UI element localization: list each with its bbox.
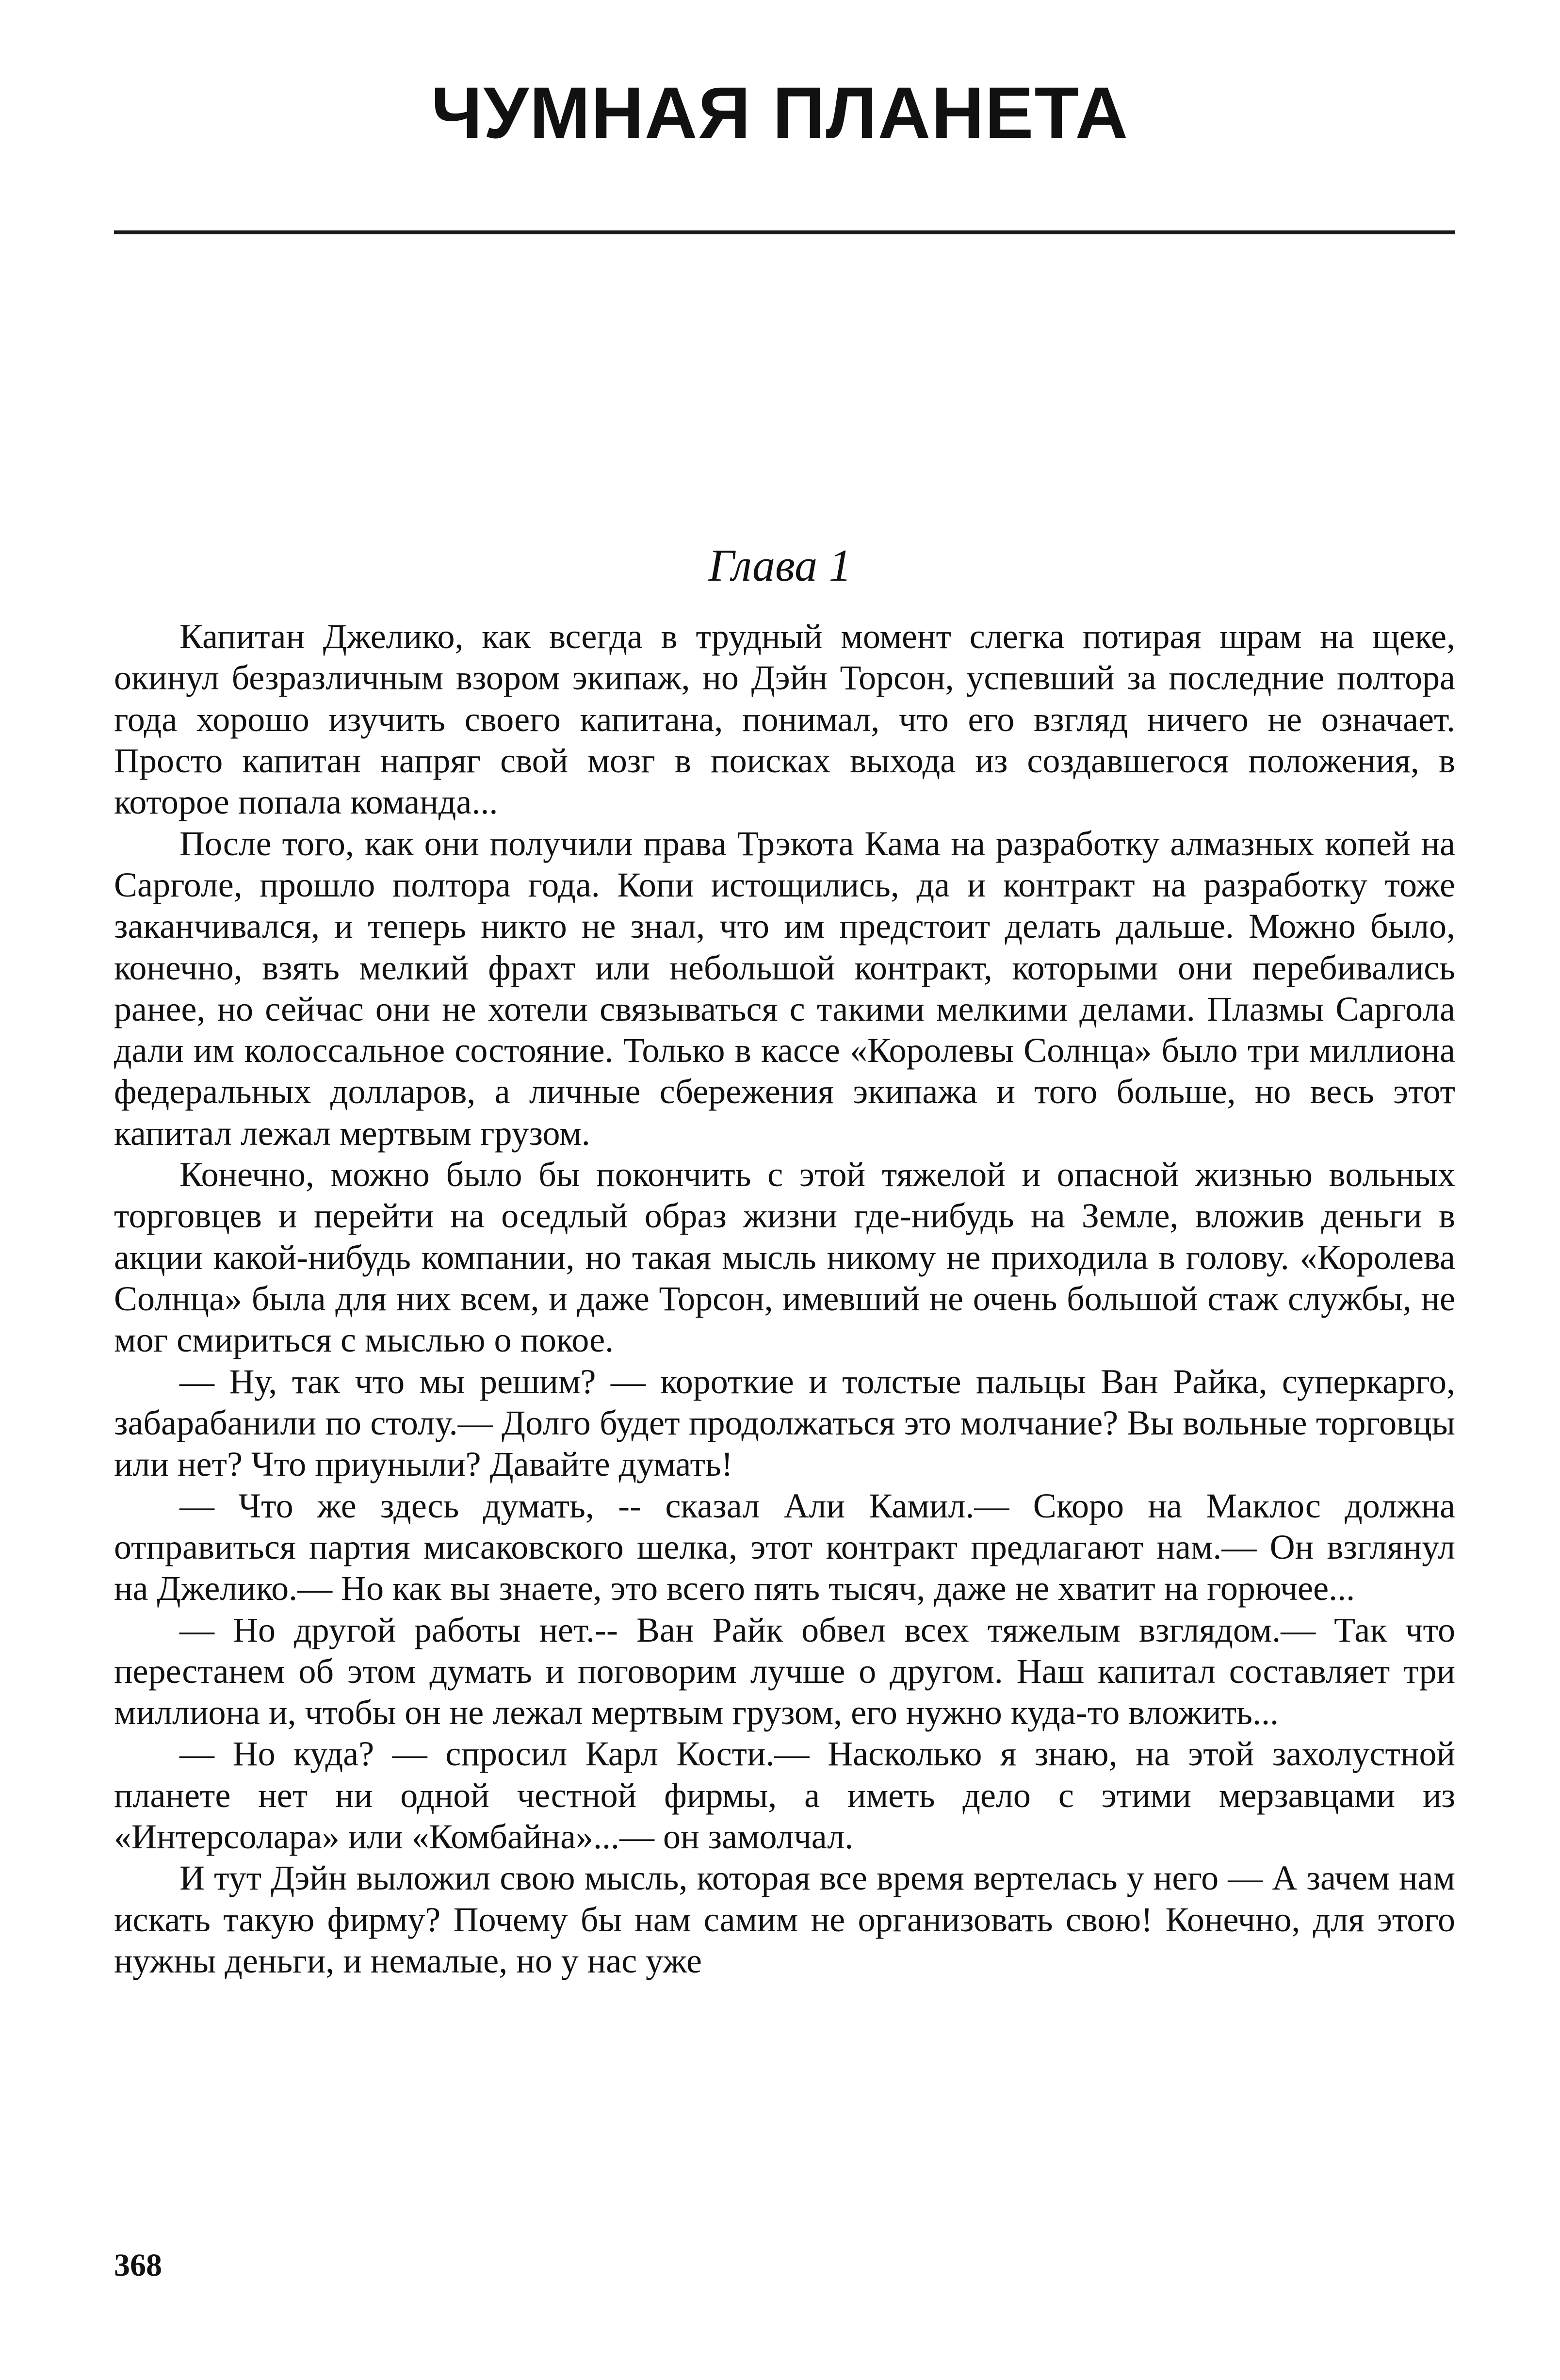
- paragraph: Конечно, можно было бы покончить с этой тяжелой и опасной жизнью вольных торговцев и перейти на оседлый образ жизни где-нибудь на Земле, вложив деньги в акции какой-нибудь компании, но такая мысль никому не приходила в голову. «Королева Солнца» была для них всем, и даже Торсон, имевший не очень большой стаж службы, не мог смириться с мыслью о покое.: [114, 1155, 1455, 1360]
- paragraph: — Но другой работы нет.-- Ван Райк обвел всех тяжелым взглядом.— Так что перестанем об этом думать и поговорим лучше о другом. Наш капитал составляет три миллиона и, чтобы он не лежал мертвым грузом, его нужно куда-то вложить...: [114, 1610, 1455, 1732]
- paragraph: — Что же здесь думать, -- сказал Али Камил.— Скоро на Маклос должна отправиться партия мисаковского шелка, этот контракт предлагают нам.— Он взглянул на Джелико.— Но как вы знаете, это всего пять тысяч, даже не хватит на горючее...: [114, 1486, 1455, 1608]
- chapter-heading: Глава 1: [708, 540, 852, 591]
- paragraph: После того, как они получили права Трэкота Кама на разработку алмазных копей на Сарголе, прошло полтора года. Копи истощились, да и контракт на разработку тоже заканчивался, и теперь никто не знал, что им предстоит делать дальше. Можно было, конечно, взять мелкий фрахт или небольшой контракт, которыми они перебивались ранее, но сейчас они не хотели связываться с такими мелкими делами. Плазмы Саргола дали им колоссальное состояние. Только в кассе «Королевы Солнца» было три миллиона федеральных долларов, а личные сбережения экипажа и того больше, но весь этот капитал лежал мертвым грузом.: [114, 824, 1455, 1153]
- paragraph: Капитан Джелико, как всегда в трудный момент слегка потирая шрам на щеке, окинул безразличным взором экипаж, но Дэйн Торсон, успевший за последние полтора года хорошо изучить своего капитана, понимал, что его взгляд ничего не означает. Просто капитан напряг свой мозг в поисках выхода из создавшегося положения, в которое попала команда...: [114, 617, 1455, 822]
- title-divider: [114, 230, 1455, 234]
- page-number: 368: [114, 2248, 162, 2283]
- paragraph: — Ну, так что мы решим? — короткие и толстые пальцы Ван Райка, суперкарго, забарабанили по столу.— Долго будет продолжаться это молчание? Вы вольные торговцы или нет? Что приуныли? Давайте думать!: [114, 1362, 1455, 1484]
- paragraph: И тут Дэйн выложил свою мысль, которая все время вертелась у него — А зачем нам искать такую фирму? Почему бы нам самим не организовать свою! Конечно, для этого нужны деньги, и немалые, но у нас уже: [114, 1858, 1455, 1980]
- book-title: ЧУМНАЯ ПЛАНЕТА: [431, 72, 1129, 153]
- paragraph: — Но куда? — спросил Карл Кости.— Насколько я знаю, на этой захолустной планете нет ни одной честной фирмы, а иметь дело с этими мерзавцами из «Интерсолара» или «Комбайна»...— он замолчал.: [114, 1734, 1455, 1857]
- body-text: [114, 616, 1455, 1982]
